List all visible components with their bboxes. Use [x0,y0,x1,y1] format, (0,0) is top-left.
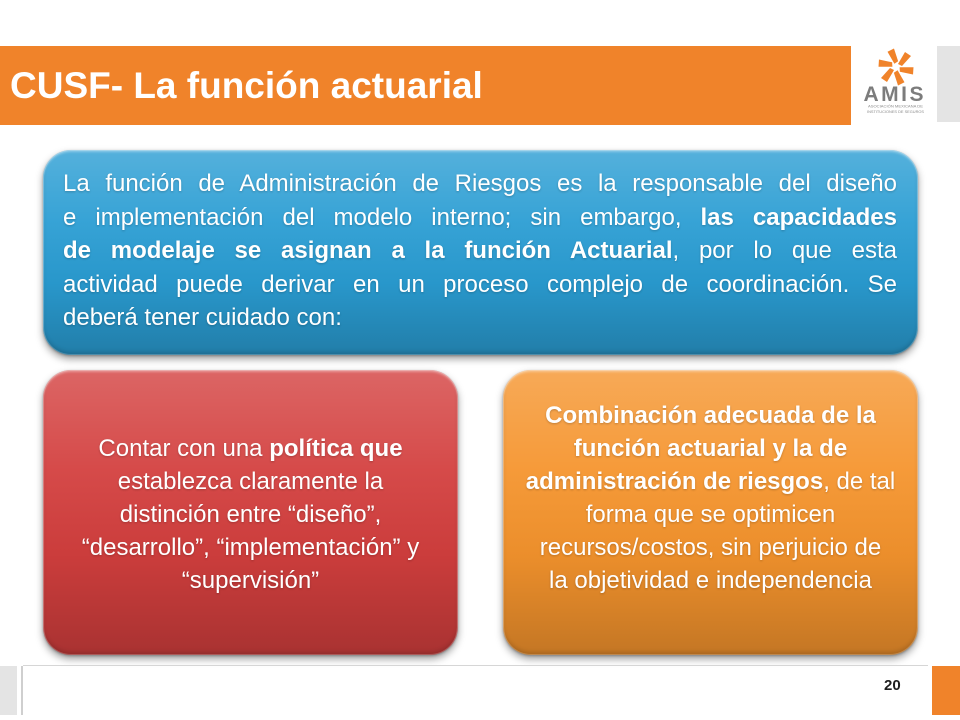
coordination-line [515,564,906,597]
coordination-line [515,465,906,498]
intro-text: actividad puede derivar en un proceso complejo de coordinación. Se [63,270,897,298]
coordination-line [515,432,906,465]
intro-line [63,234,897,268]
policy-text: establezca claramente la [117,468,384,495]
intro-line [63,201,897,235]
policy-box [43,370,458,655]
coordination-emphasis: Combinación adecuada de la [545,402,876,429]
intro-text-box [43,150,918,355]
slide-title: CUSF- La función actuarial [10,65,483,106]
title-banner [0,46,851,125]
intro-text: , por lo que esta [672,237,897,264]
intro-emphasis: de modelaje se asignan a la función Actuarial [63,237,673,264]
intro-line [63,301,897,335]
header-side-bar [937,46,960,122]
footer-accent-bar [932,666,960,715]
intro-emphasis: las capacidades [700,203,897,231]
footer-rule [23,665,928,666]
page-number: 20 [884,677,901,694]
policy-text: distinción entre “diseño”, [119,501,382,528]
coordination-emphasis: administración de riesgos [525,468,824,495]
coordination-text: forma que se optimicen [585,501,836,528]
logo-petal [881,68,894,82]
policy-text: “desarrollo”, “implementación” y [81,534,420,561]
intro-text: La función de Administración de Riesgos es la responsable del diseño [63,170,897,197]
policy-line [55,564,446,597]
policy-text: “supervisión” [181,567,320,594]
logo-tagline-line1: ASOCIACIÓN MEXICANA DE [868,104,917,109]
coordination-line [515,399,906,432]
coordination-line [515,498,906,531]
footer-gray-block [0,666,17,715]
coordination-text: recursos/costos, sin perjuicio de [539,534,882,561]
coordination-emphasis: función actuarial y la de [573,435,848,462]
coordination-text: la objetividad e independencia [549,567,872,594]
policy-line [55,531,446,564]
policy-line [55,498,446,531]
coordination-line [515,531,906,564]
policy-emphasis: política que [269,435,403,462]
intro-text: deberá tener cuidado con: [63,304,342,331]
intro-line [63,167,897,201]
amis-logo-icon [876,47,917,88]
logo-wordmark: AMIS [863,83,924,106]
intro-line [63,268,897,302]
footer-vertical-divider [21,666,23,715]
policy-line [55,432,446,465]
logo-tagline-line2: INSTITUCIONES DE SEGUROS [867,110,925,114]
policy-line [55,465,446,498]
policy-text: Contar con una [98,435,270,462]
amis-logo [858,48,930,120]
coordination-box [503,370,918,655]
intro-text: e implementación del modelo interno; sin embargo, [63,203,701,231]
coordination-text: , de tal [823,468,896,495]
logo-petal [898,52,911,66]
